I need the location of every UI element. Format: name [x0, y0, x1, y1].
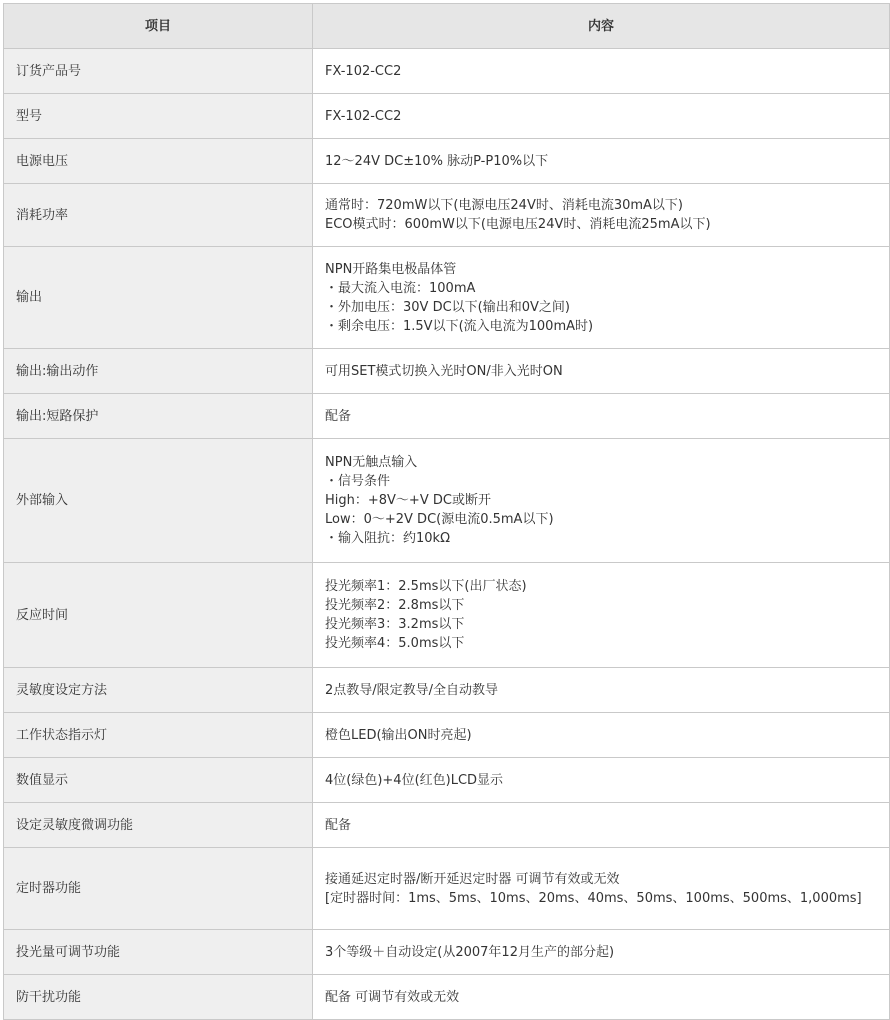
row-label: 电源电压 — [4, 139, 313, 184]
value-line: 投光频率1：2.5ms以下(出厂状态) — [325, 579, 527, 594]
row-value — [313, 713, 890, 758]
value-line: ・剩余电压：1.5V以下(流入电流为100mA时) — [325, 318, 594, 334]
row-label: 输出:输出动作 — [4, 349, 313, 394]
row-label: 灵敏度设定方法 — [4, 668, 313, 713]
table-row — [4, 975, 890, 1020]
row-value — [313, 803, 890, 848]
table-row — [4, 94, 890, 139]
row-label: 定时器功能 — [4, 848, 313, 930]
table-row — [4, 563, 890, 668]
value-line: ECO模式时：600mW以下(电源电压24V时、消耗电流25mA以下) — [325, 217, 711, 232]
value-line: FX-102-CC2 — [325, 108, 402, 124]
value-line: 投光频率4：5.0ms以下 — [325, 636, 465, 651]
value-line: 投光频率3：3.2ms以下 — [325, 617, 465, 632]
value-line: 3个等级＋自动设定(从2007年12月生产的部分起) — [325, 944, 615, 960]
table-row — [4, 930, 890, 975]
value-line: NPN开路集电极晶体管 — [325, 261, 457, 277]
row-label: 型号 — [4, 94, 313, 139]
row-value — [313, 184, 890, 247]
table-row — [4, 49, 890, 94]
table-row — [4, 349, 890, 394]
row-label: 外部输入 — [4, 439, 313, 563]
table-row — [4, 713, 890, 758]
row-label: 订货产品号 — [4, 49, 313, 94]
value-line: 配备 — [325, 408, 352, 424]
row-value — [313, 668, 890, 713]
table-row — [4, 758, 890, 803]
row-label: 防干扰功能 — [4, 975, 313, 1020]
row-value — [313, 758, 890, 803]
row-value — [313, 930, 890, 975]
row-value — [313, 139, 890, 184]
value-line: High：+8V～+V DC或断开 — [325, 493, 491, 508]
value-line: 配备 可调节有效或无效 — [325, 989, 460, 1005]
table-row — [4, 184, 890, 247]
value-line: ・输入阻抗：约10kΩ — [325, 531, 451, 546]
value-line: 配备 — [325, 817, 352, 833]
row-value — [313, 394, 890, 439]
row-value — [313, 94, 890, 139]
row-label: 投光量可调节功能 — [4, 930, 313, 975]
value-line: ・信号条件 — [325, 474, 391, 489]
value-line: NPN无触点输入 — [325, 455, 418, 470]
row-value — [313, 975, 890, 1020]
row-value — [313, 848, 890, 930]
value-line: FX-102-CC2 — [325, 63, 402, 79]
row-value — [313, 247, 890, 349]
value-line: 通常时：720mW以下(电源电压24V时、消耗电流30mA以下) — [325, 198, 684, 213]
row-value — [313, 349, 890, 394]
row-label: 设定灵敏度微调功能 — [4, 803, 313, 848]
table-row — [4, 247, 890, 349]
value-line: 可用SET模式切换入光时ON/非入光时ON — [325, 363, 563, 379]
value-line: 2点教导/限定教导/全自动教导 — [325, 682, 499, 698]
value-line: ・最大流入电流：100mA — [325, 280, 476, 296]
table-row — [4, 394, 890, 439]
value-line: ・外加电压：30V DC以下(输出和0V之间) — [325, 299, 570, 315]
value-line: [定时器时间：1ms、5ms、10ms、20ms、40ms、50ms、100ms、500ms、1,000ms] — [325, 890, 862, 906]
value-line: 接通延迟定时器/断开延迟定时器 可调节有效或无效 — [325, 871, 620, 887]
table-header-row — [4, 4, 890, 49]
column-header-item: 项目 — [4, 4, 313, 49]
row-label: 工作状态指示灯 — [4, 713, 313, 758]
row-label: 数值显示 — [4, 758, 313, 803]
row-label: 消耗功率 — [4, 184, 313, 247]
table-row — [4, 668, 890, 713]
column-header-content: 内容 — [313, 4, 890, 49]
spec-table — [3, 3, 890, 1020]
table-row — [4, 439, 890, 563]
value-line: 4位(绿色)+4位(红色)LCD显示 — [325, 772, 504, 788]
table-row — [4, 139, 890, 184]
row-value — [313, 49, 890, 94]
value-line: 12～24V DC±10% 脉动P-P10%以下 — [325, 153, 549, 169]
row-label: 输出:短路保护 — [4, 394, 313, 439]
row-value — [313, 563, 890, 668]
row-label: 反应时间 — [4, 563, 313, 668]
value-line: Low：0～+2V DC(源电流0.5mA以下) — [325, 512, 554, 527]
table-row — [4, 803, 890, 848]
row-value — [313, 439, 890, 563]
table-row — [4, 848, 890, 930]
value-line: 橙色LED(输出ON时亮起) — [325, 727, 472, 743]
value-line: 投光频率2：2.8ms以下 — [325, 598, 465, 613]
row-label: 输出 — [4, 247, 313, 349]
